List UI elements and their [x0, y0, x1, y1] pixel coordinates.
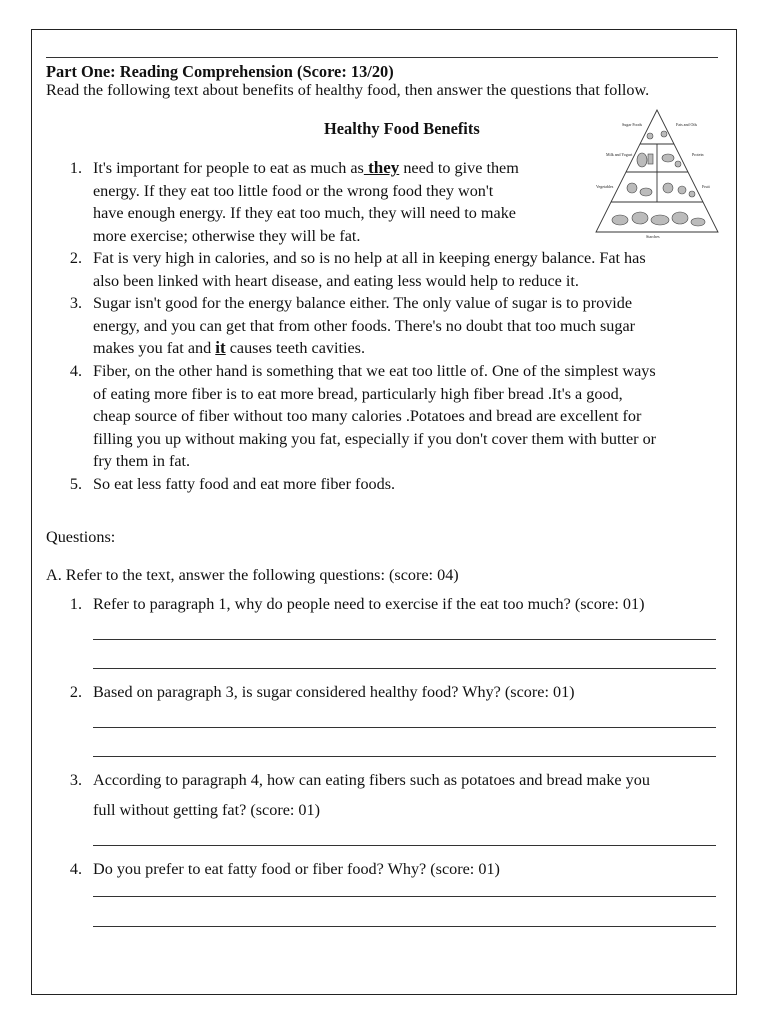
- pyramid-label-milk: Milk and Yogurt: [606, 152, 633, 157]
- question-text: According to paragraph 4, how can eating fibers such as potatoes and bread make you: [93, 771, 650, 789]
- paragraph-text: also been linked with heart disease, and eating less would help to reduce it.: [93, 271, 579, 290]
- answer-line[interactable]: [93, 896, 716, 897]
- question-text-continued: full without getting fat? (score: 01): [93, 801, 321, 819]
- underlined-word: they: [363, 158, 400, 177]
- paragraph-text: It's important for people to eat as much as: [93, 159, 364, 177]
- paragraph-2: [93, 247, 646, 292]
- paragraph-text: filling you up without making you fat, especially if you don't cover them with butter or: [93, 429, 657, 448]
- paragraph-text: more exercise; otherwise they will be fat.: [93, 226, 361, 245]
- paragraph-text: need to give them: [399, 159, 519, 177]
- section-a-heading: A. Refer to the text, answer the following questions: (score: 04): [46, 566, 459, 584]
- food-pyramid-image: [592, 108, 722, 240]
- paragraph-number: 2.: [69, 249, 82, 267]
- underlined-word: it: [215, 338, 226, 358]
- question-number: 1.: [69, 595, 82, 613]
- question-text: Do you prefer to eat fatty food or fiber food? Why? (score: 01): [93, 860, 500, 878]
- instruction-text: Read the following text about benefits of healthy food, then answer the questions that follow.: [46, 81, 650, 99]
- text-title: Healthy Food Benefits: [324, 119, 480, 138]
- paragraph-1: [93, 157, 519, 247]
- paragraph-text: cheap source of fiber without too many calories .Potatoes and bread are excellent for: [93, 407, 642, 426]
- pyramid-label-sugar: Sugar Foods: [622, 122, 643, 127]
- paragraph-number: 1.: [69, 159, 82, 177]
- question-text: Based on paragraph 3, is sugar considered healthy food? Why? (score: 01): [93, 683, 575, 701]
- paragraph-4: [93, 360, 656, 473]
- paragraph-text: makes you fat and: [93, 339, 216, 358]
- question-number: 3.: [69, 771, 82, 789]
- paragraph-3: [93, 292, 635, 360]
- answer-line[interactable]: [93, 727, 716, 728]
- pyramid-label-protein: Protein: [692, 152, 704, 157]
- paragraph-text: of eating more fiber is to eat more bread, particularly high fiber bread .It's a good,: [93, 384, 623, 403]
- paragraph-text: Fiber, on the other hand is something that we eat too little of. One of the simplest ways: [93, 362, 656, 380]
- paragraph-text: Sugar isn't good for the energy balance either. The only value of sugar is to provide: [93, 294, 633, 312]
- questions-label: Questions:: [46, 528, 116, 546]
- answer-line[interactable]: [93, 639, 716, 640]
- paragraph-text: energy. If they eat too little food or the wrong food they won't: [93, 181, 494, 200]
- part-title: Part One: Reading Comprehension (Score: 13/20): [46, 62, 394, 81]
- pyramid-label-starches: Starches: [646, 234, 660, 239]
- question-number: 2.: [69, 683, 82, 701]
- paragraph-number: 3.: [69, 294, 82, 312]
- top-rule: [46, 57, 718, 58]
- paragraph-text: have enough energy. If they eat too much, they will need to make: [93, 204, 516, 223]
- pyramid-label-vegetables: Vegetables: [596, 184, 614, 189]
- answer-line[interactable]: [93, 756, 716, 757]
- paragraph-number: 4.: [69, 362, 82, 380]
- answer-line[interactable]: [93, 668, 716, 669]
- paragraph-5: [93, 473, 395, 496]
- answer-line[interactable]: [93, 926, 716, 927]
- question-text: Refer to paragraph 1, why do people need to exercise if the eat too much? (score: 01): [93, 595, 645, 613]
- answer-line[interactable]: [93, 845, 716, 846]
- question-number: 4.: [69, 860, 82, 878]
- paragraph-text: fry them in fat.: [93, 452, 191, 471]
- paragraph-text: Fat is very high in calories, and so is no help at all in keeping energy balance. Fat has: [93, 249, 646, 267]
- pyramid-label-fruit: Fruit: [702, 184, 710, 189]
- paragraph-text: causes teeth cavities.: [225, 339, 366, 358]
- pyramid-label-fats: Fats and Oils: [676, 122, 698, 127]
- paragraph-number: 5.: [69, 475, 82, 493]
- paragraph-text: energy, and you can get that from other foods. There's no doubt that too much sugar: [93, 316, 636, 335]
- paragraph-text: So eat less fatty food and eat more fiber foods.: [93, 475, 396, 493]
